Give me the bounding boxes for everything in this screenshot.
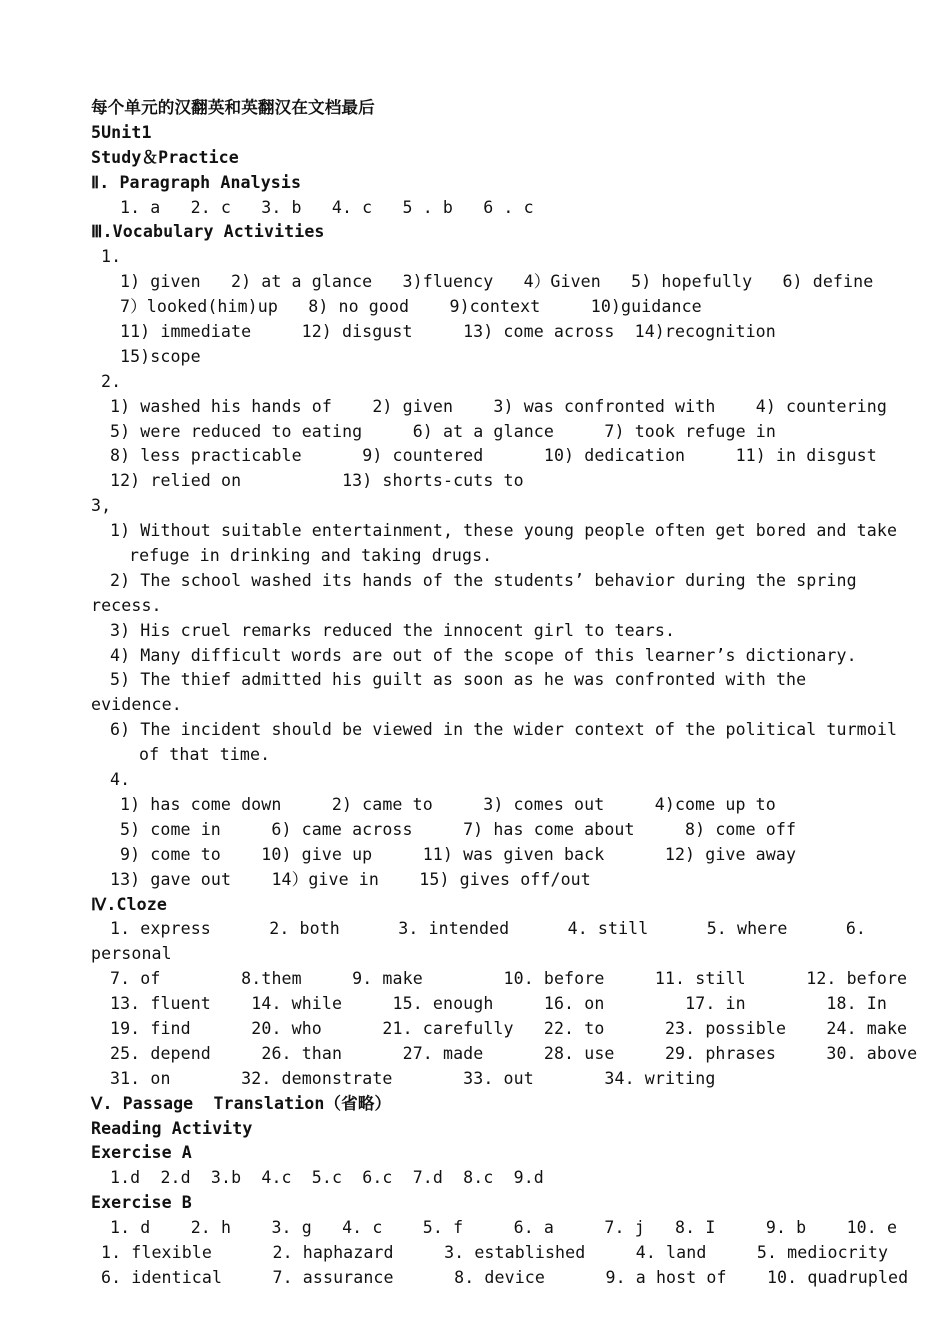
vocabulary-part1-line: 15)scope [120, 346, 201, 366]
translation-sentence-2: 2) The school washed its hands of the students’ behavior during the spring [110, 570, 857, 590]
vocabulary-part1-line: 1) given 2) at a glance 3)fluency 4）Given 5) hopefully 6) define [120, 272, 874, 292]
vocabulary-part4-line: 13) gave out 14）give in 15) gives off/out [110, 869, 591, 889]
paragraph-analysis-heading: Ⅱ. Paragraph Analysis [91, 172, 302, 192]
cloze-row: 13. fluent 14. while 15. enough 16. on 17. in 18. In [110, 994, 887, 1014]
translation-sentence-2-cont: recess. [91, 595, 162, 615]
exercise-b-answers: 1. flexible 2. haphazard 3. established 4. land 5. mediocrity [101, 1242, 889, 1262]
vocabulary-part2-label: 2. [101, 371, 122, 391]
vocabulary-part4-line: 5) come in 6) came across 7) has come about 8) come off [120, 819, 797, 839]
paragraph-analysis-answers: 1. a 2. c 3. b 4. c 5 . b 6 . c [120, 197, 534, 217]
translation-sentence-1 [91, 519, 898, 544]
passage-translation-heading: Ⅴ. Passage Translation（省略） [91, 1093, 392, 1113]
cloze-row: 31. on 32. demonstrate 33. out 34. writing [110, 1068, 716, 1088]
cloze-answer: 5. where [706, 919, 788, 939]
cloze-answer: 3. intended [398, 919, 510, 939]
vocabulary-heading: Ⅲ.Vocabulary Activities [91, 222, 325, 242]
exercise-a-heading: Exercise A [91, 1143, 192, 1163]
document-page [91, 96, 918, 1291]
translation-sentence-1-cont: refuge in drinking and taking drugs. [129, 546, 493, 566]
vocabulary-part2-line: 12) relied on 13) shorts-cuts to [110, 471, 524, 491]
translation-sentence-4: 4) Many difficult words are out of the scope of this learner’s dictionary. [110, 645, 857, 665]
vocabulary-part2-line: 5) were reduced to eating 6) at a glance 7) took refuge in [110, 421, 776, 441]
translation-sentence-6-cont: of that time. [139, 745, 271, 765]
exercise-b-answers: 6. identical 7. assurance 8. device 9. a host of 10. quadrupled [101, 1267, 909, 1287]
vocabulary-part1-line: 7）looked(him)up 8) no good 9)context 10)guidance [120, 297, 702, 317]
reading-activity-heading: Reading Activity [91, 1118, 253, 1138]
translation-sentence-6: 6) The incident should be viewed in the wider context of the political turmoil [110, 720, 898, 740]
vocabulary-part2-line: 8) less practicable 9) countered 10) dedication 11) in disgust [110, 446, 877, 466]
vocabulary-part2-line: 1) washed his hands of 2) given 3) was confronted with 4) countering [110, 396, 887, 416]
vocabulary-part1-line: 11) immediate 12) disgust 13) come across 14)recognition [120, 322, 776, 342]
cloze-answer: 2. both [269, 919, 340, 939]
cloze-answer: 4. still [567, 919, 649, 939]
exercise-b-answers: 1. d 2. h 3. g 4. c 5. f 6. a 7. j 8. I 9. b 10. e [110, 1218, 898, 1238]
cloze-row: 19. find 20. who 21. carefully 22. to 23. possible 24. make [110, 1018, 908, 1038]
exercise-a-answers: 1.d 2.d 3.b 4.c 5.c 6.c 7.d 8.c 9.d [110, 1168, 544, 1188]
cloze-row: 7. of 8.them 9. make 10. before 11. still 12. before [110, 969, 908, 989]
cloze-answer: 6. [845, 919, 866, 939]
sentence-text: 1) Without suitable entertainment, these young people often get bored and take [110, 521, 898, 541]
translation-sentence-3: 3) His cruel remarks reduced the innocent girl to tears. [110, 620, 676, 640]
vocabulary-part4-label: 4. [110, 770, 131, 790]
vocabulary-part4-line: 9) come to 10) give up 11) was given back 12) give away [120, 844, 797, 864]
unit-title: 5Unit1 [91, 122, 152, 142]
cloze-heading: Ⅳ.Cloze [91, 894, 167, 914]
cloze-row-cont: personal [91, 944, 172, 964]
cloze-row: 25. depend 26. than 27. made 28. use 29. phrases 30. above [110, 1043, 918, 1063]
section-study-practice: Study＆Practice [91, 147, 239, 167]
vocabulary-part1-label: 1. [101, 247, 122, 267]
translation-sentence-5-cont: evidence. [91, 695, 182, 715]
exercise-b-heading: Exercise B [91, 1193, 192, 1213]
document-header-note: 每个单元的汉翻英和英翻汉在文档最后 [91, 98, 375, 117]
vocabulary-part3-label: 3, [91, 496, 112, 516]
cloze-answer: 1. express [110, 919, 211, 939]
translation-sentence-5: 5) The thief admitted his guilt as soon as he was confronted with the [110, 670, 807, 690]
vocabulary-part4-line: 1) has come down 2) came to 3) comes out 4)come up to [120, 794, 776, 814]
cloze-row [91, 917, 866, 942]
